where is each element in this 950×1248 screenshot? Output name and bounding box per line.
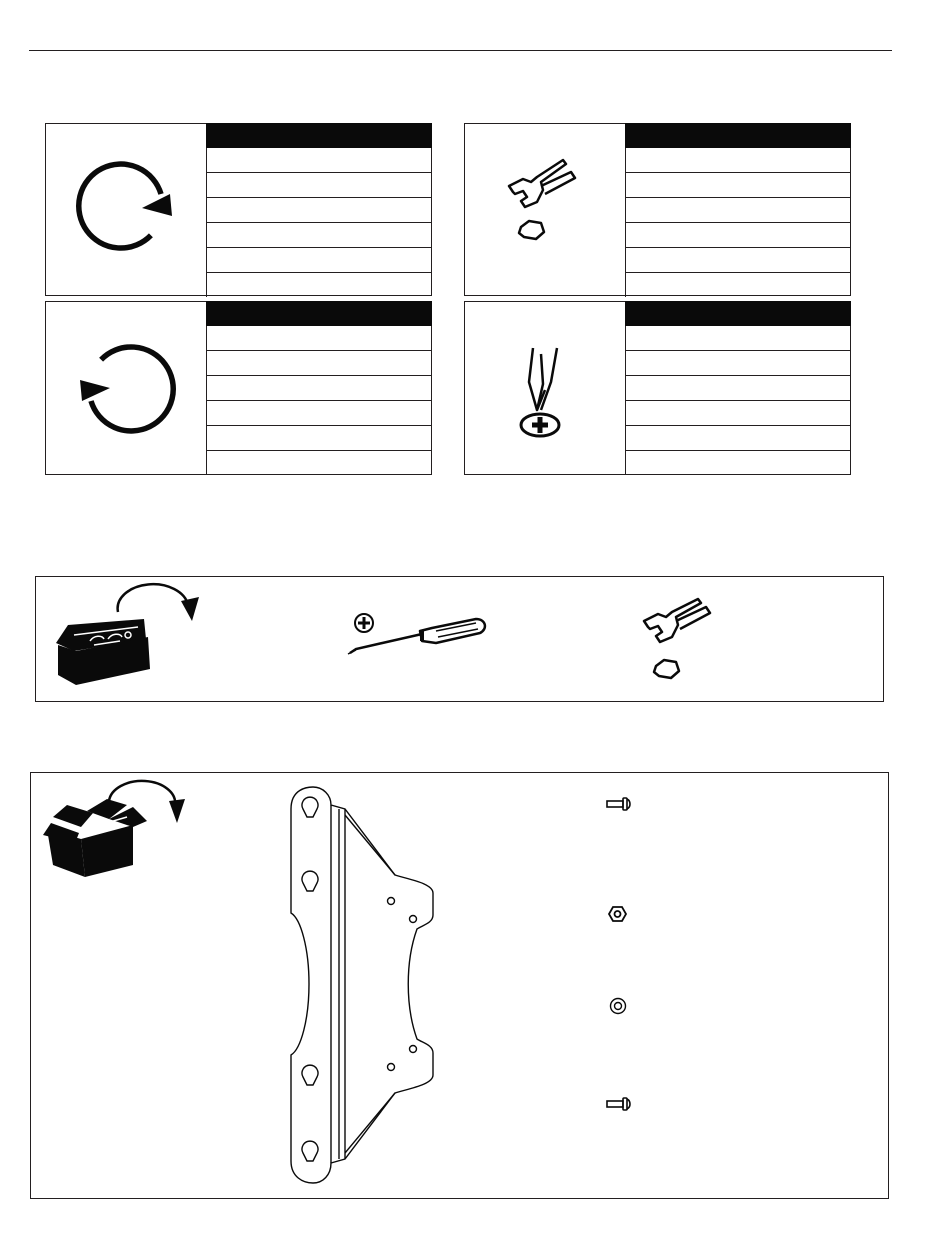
legend-box-loosen — [45, 301, 432, 475]
legend-table-header — [625, 301, 851, 326]
tools-panel — [35, 576, 884, 702]
wrench-hex-nut-icon — [626, 579, 796, 699]
legend-table-row — [625, 148, 851, 173]
legend-table-row — [625, 426, 851, 451]
counterclockwise-arrow-icon — [46, 302, 206, 476]
legend-table-row — [625, 451, 851, 475]
clockwise-arrow-icon — [46, 124, 206, 297]
legend-table-row — [206, 351, 432, 376]
legend-table-header — [206, 123, 432, 148]
legend-table-header — [206, 301, 432, 326]
legend-table-row — [206, 451, 432, 475]
legend-table-row — [206, 223, 432, 248]
legend-table-row — [206, 273, 432, 297]
legend-table-row — [625, 223, 851, 248]
legend-table-row — [206, 248, 432, 273]
short-bolt-icon — [601, 1093, 641, 1117]
phillips-screwdriver-icon — [336, 579, 506, 699]
long-bolt-icon — [601, 793, 641, 817]
legend-table-row — [206, 198, 432, 223]
phillips-screwdriver-tip-icon — [465, 302, 625, 476]
toolbox-icon — [50, 579, 220, 699]
legend-table-row — [625, 173, 851, 198]
legend-icon-cell — [46, 302, 206, 474]
legend-table — [625, 123, 851, 297]
legend-icon-cell — [465, 302, 625, 474]
legend-table-header — [625, 123, 851, 148]
legend-table-row — [625, 376, 851, 401]
legend-table-row — [206, 148, 432, 173]
mounting-plate-icon — [283, 779, 443, 1199]
legend-box-phillips — [464, 301, 851, 475]
legend-table-row — [206, 376, 432, 401]
legend-table — [206, 301, 432, 475]
legend-table-row — [206, 326, 432, 351]
legend-table — [206, 123, 432, 297]
legend-box-tighten — [45, 123, 432, 296]
header-rule — [29, 50, 892, 51]
legend-table-row — [625, 401, 851, 426]
washer-icon — [603, 991, 633, 1021]
legend-table-row — [206, 401, 432, 426]
parts-panel — [30, 772, 889, 1199]
legend-table-row — [625, 326, 851, 351]
legend-table-row — [625, 198, 851, 223]
legend-icon-cell — [465, 124, 625, 295]
legend-table-row — [206, 426, 432, 451]
legend-table-row — [625, 351, 851, 376]
legend-table-row — [625, 248, 851, 273]
legend-table-row — [206, 173, 432, 198]
open-box-icon — [37, 777, 207, 897]
legend-box-wrench — [464, 123, 851, 296]
legend-table — [625, 301, 851, 475]
legend-icon-cell — [46, 124, 206, 295]
legend-table-row — [625, 273, 851, 297]
wrench-hex-nut-icon — [465, 124, 625, 297]
hex-nut-icon — [603, 899, 633, 929]
